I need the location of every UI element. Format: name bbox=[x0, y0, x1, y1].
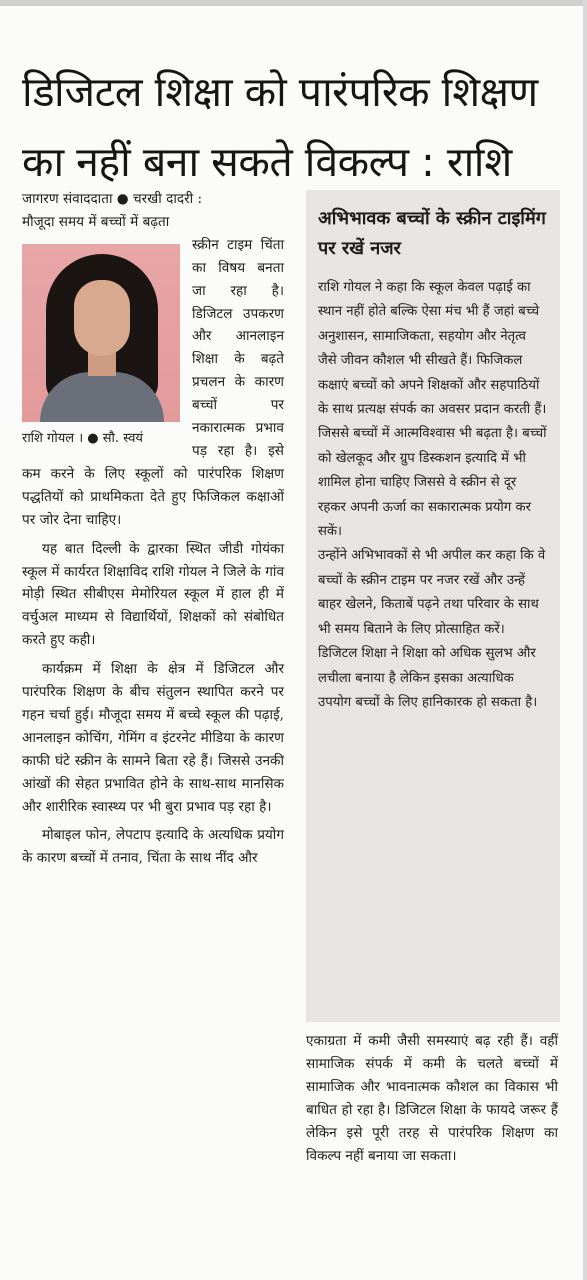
sidebar-paragraph-2: उन्होंने अभिभावकों से भी अपील कर कहा कि वे बच्चों के स्क्रीन टाइम पर नजर रखें और उन्हें बाहर खेलने, किताबें पढ़ने तथा परिवार के साथ भी समय बिताने के लिए प्रोत्साहित करें। डिजिटल शिक्षा ने शिक्षा को अधिक सुलभ और लचीला बनाया है लेकिन इसका अत्याधिक उपयोग बच्चों के लिए हानिकारक हो सकता है। bbox=[318, 548, 546, 710]
sidebar-title: अभिभावक बच्चों के स्क्रीन टाइमिंग पर रखें नजर bbox=[318, 208, 546, 259]
left-paragraph-3: कार्यक्रम में शिक्षा के क्षेत्र में डिजिटल और पारंपरिक शिक्षण के बीच संतुलन स्थापित करने पर गहन चर्चा हुई। मौजूदा समय में बच्चे स्कूल की पढ़ाई, आनलाइन कोचिंग, गेमिंग व इंटरनेट मीडिया के कारण काफी घंटे स्क्रीन के सामने बिता रहे हैं। जिससे उनकी आंखों की सेहत प्रभावित होने के साथ-साथ मानसिक और शारीरिक स्वास्थ्य पर भी बुरा प्रभाव पड़ रहा है। bbox=[22, 661, 284, 815]
portrait-photo bbox=[22, 244, 180, 422]
right-column bbox=[306, 1030, 558, 1167]
left-column bbox=[22, 188, 284, 870]
sidebar-box bbox=[306, 190, 560, 1022]
left-paragraph-1: स्क्रीन टाइम चिंता का विषय बनता जा रहा है। डिजिटल उपकरण और आनलाइन शिक्षा के बढ़ते प्रचलन के कारण बच्चों पर नकारात्मक प्रभाव पड़ रहा है। इसे कम करने के लिए स्कूलों को पारंपरिक शिक्षण पद्धतियों को प्राथमिकता देते हुए फिजिकल कक्षाओं पर जोर देना चाहिए। bbox=[22, 236, 284, 528]
top-border bbox=[0, 0, 587, 6]
sidebar-body bbox=[318, 276, 548, 715]
right-paragraph-1: एकाग्रता में कमी जैसी समस्याएं बढ़ रही हैं। वहीं सामाजिक संपर्क में कमी के चलते बच्चों में सामाजिक और भावनात्मक कौशल का विकास भी बाधित हो रहा है। डिजिटल शिक्षा के फायदे जरूर हैं लेकिन इसे पूरी तरह से पारंपरिक शिक्षण का विकल्प नहीं बनाया जा सकता। bbox=[306, 1033, 558, 1164]
right-border bbox=[583, 0, 587, 1280]
byline-lead: मौजूदा समय में बच्चों में बढ़ता bbox=[22, 213, 170, 230]
headline-line-1: डिजिटल शिक्षा को पारंपरिक शिक्षण bbox=[22, 68, 538, 117]
headline-line-2: का नहीं बना सकते विकल्प : राशि bbox=[22, 138, 512, 187]
headline bbox=[22, 57, 572, 197]
left-paragraph-2: यह बात दिल्ली के द्वारका स्थित जीडी गोयंका स्कूल में कार्यरत शिक्षाविद राशि गोयल ने जिले के गांव मोड़ी स्थित सीबीएस मेमोरियल स्कूल में हाल ही में वर्चुअल माध्यम से विद्यार्थियों, शिक्षकों को संबोधित करते हुए कही। bbox=[22, 540, 284, 649]
sidebar-paragraph-1: राशि गोयल ने कहा कि स्कूल केवल पढ़ाई का स्थान नहीं होते बल्कि ऐसा मंच भी हैं जहां बच्चे अनुशासन, सामाजिकता, सहयोग और नेतृत्व जैसे जीवन कौशल भी सीखते हैं। फिजिकल कक्षाएं बच्चों को अपने शिक्षकों और सहपाठियों के साथ प्रत्यक्ष संपर्क का अवसर प्रदान करती हैं। जिससे बच्चों में आत्मविश्वास भी बढ़ता है। बच्चों को खेलकूद और ग्रुप डिस्कशन इत्यादि में भी शामिल होना चाहिए जिससे वे स्क्रीन से दूर रहकर अपनी ऊर्जा का सकारात्मक प्रयोग कर सकें। bbox=[318, 280, 547, 540]
photo-caption: राशि गोयल । ● सौ. स्वयं bbox=[22, 430, 143, 446]
byline-dateline: जागरण संवाददाता ● चरखी दादरी : bbox=[22, 191, 203, 207]
photo-block bbox=[22, 244, 184, 451]
left-paragraph-4: मोबाइल फोन, लेपटाप इत्यादि के अत्यधिक प्रयोग के कारण बच्चों में तनाव, चिंता के साथ नींद और bbox=[22, 827, 284, 867]
